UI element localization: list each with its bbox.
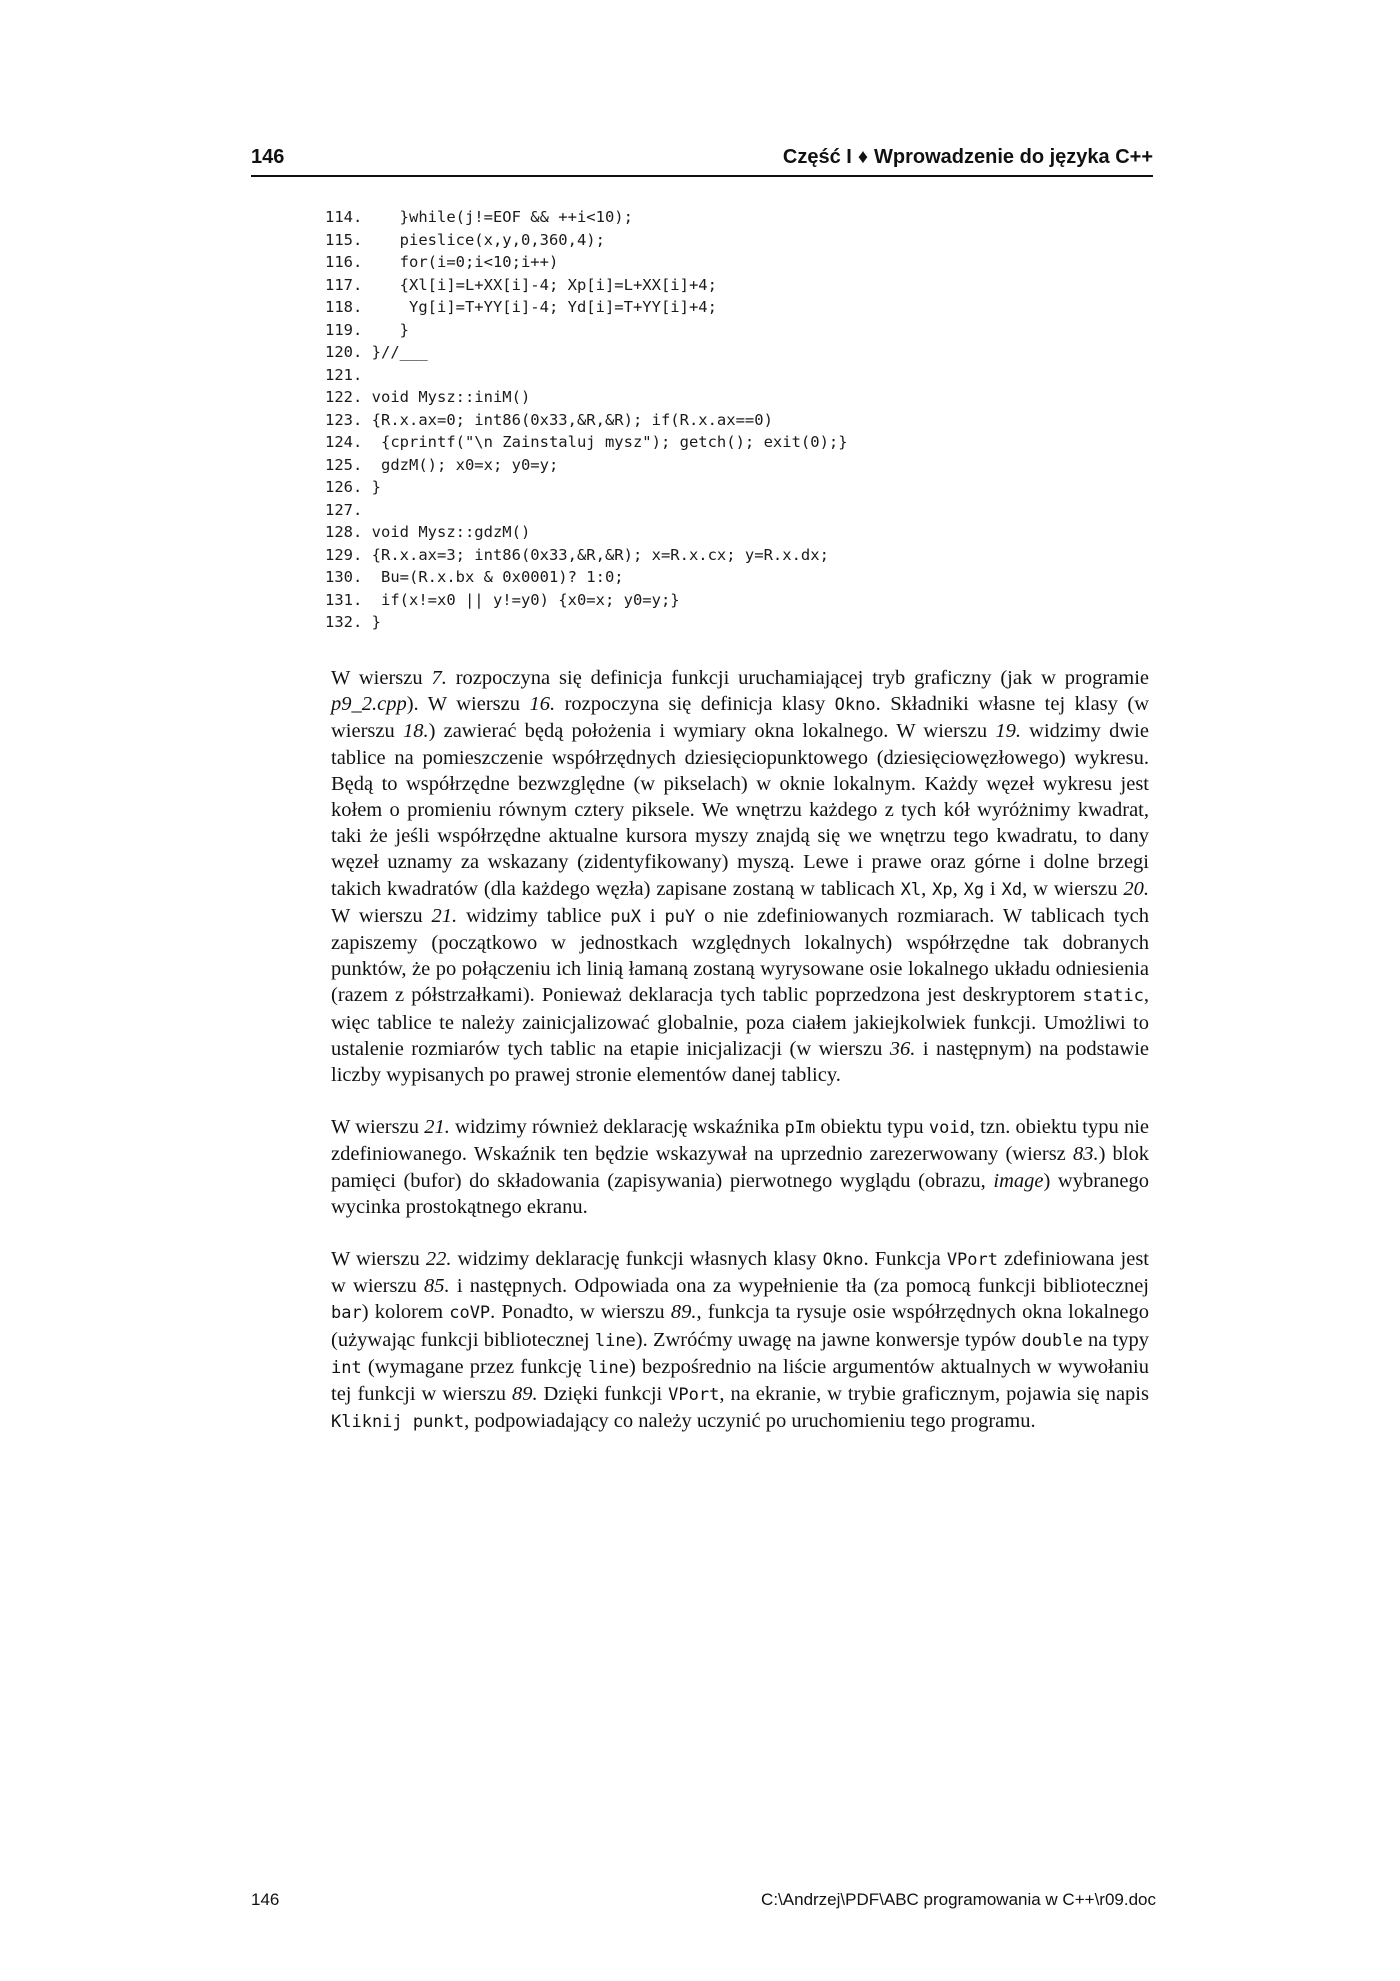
footer-page-number: 146	[251, 1890, 280, 1909]
code-line: 122. void Mysz::iniM()	[325, 388, 531, 406]
body-text	[331, 665, 1149, 1461]
header-part: Część I	[782, 146, 852, 168]
diamond-icon: ♦	[857, 146, 869, 168]
code-line: 123. {R.x.ax=0; int86(0x33,&R,&R); if(R.x.ax==0)	[325, 410, 773, 429]
code-line: 132. }	[325, 613, 381, 631]
footer-file-path: C:\Andrzej\PDF\ABC programowania w C++\r09.doc	[761, 1890, 1156, 1909]
code-line: 131. if(x!=x0 || y!=y0) {x0=x; y0=y;}	[325, 590, 680, 609]
header-page-number: 146	[251, 146, 285, 168]
code-line: 119. }	[325, 320, 409, 339]
header-chapter-title	[783, 146, 1153, 169]
paragraph-2: W wierszu 21. widzimy również deklarację wskaźnika pIm obiektu typu void, tzn. obiektu typu nie zdefiniowanego. Wskaźnik ten będzie wskazywał na uprzednio zarezerwowany (wiersz 83.) blok pamięci (bufor) do składowania (zapisywania) pierwotnego wyglądu (obrazu, image) wybranego wycinka prostokątnego ekranu.	[331, 1116, 1149, 1218]
header-chapter: Wprowadzenie do języka C++	[874, 146, 1153, 168]
code-line: 121.	[325, 365, 363, 384]
code-line: 130. Bu=(R.x.bx & 0x0001)? 1:0;	[325, 568, 624, 586]
code-listing	[325, 206, 1145, 634]
code-line: 120. }//___	[325, 343, 428, 361]
paragraph-3: W wierszu 22. widzimy deklarację funkcji własnych klasy Okno. Funkcja VPort zdefiniowana jest w wierszu 85. i następnych. Odpowiada ona za wypełnienie tła (za pomocą funkcji bibliotecznej bar) kolorem coVP. Ponadto, w wierszu 89., funkcja ta rysuje osie współrzędnych okna lokalnego (używając funkcji bibliotecznej line). Zwróćmy uwagę na jawne konwersje typów double na typy int (wymagane przez funkcję line) bezpośrednio na liście argumentów aktualnych w wywołaniu tej funkcji w wierszu 89. Dzięki funkcji VPort, na ekranie, w trybie graficznym, pojawia się napis Kliknij punkt, podpowiadający co należy uczynić po uruchomieniu tego programu.	[331, 1248, 1150, 1433]
header-rule	[251, 175, 1153, 177]
code-line: 127.	[325, 500, 363, 519]
code-line: 117. {Xl[i]=L+XX[i]-4; Xp[i]=L+XX[i]+4;	[325, 275, 717, 294]
paragraph-1: W wierszu 7. rozpoczyna się definicja funkcji uruchamiającej tryb graficzny (jak w programie p9_2.cpp). W wierszu 16. rozpoczyna się definicja klasy Okno. Składniki własne tej klasy (w wierszu 18.) zawierać będą położenia i wymiary okna lokalnego. W wierszu 19. widzimy dwie tablice na pomieszczenie współrzędnych dziesięciopunktowego (dziesięciowęzłowego) wykresu. Będą to współrzędne bezwzględne (w pikselach) w oknie lokalnym. Każdy węzeł wykresu jest kołem o promieniu równym cztery piksele. We wnętrzu każdego z tych kół wyróżnimy kwadrat, taki że jeśli współrzędne aktualne kursora myszy znajdą się we wnętrzu tego kwadratu, to dany węzeł uznamy za wskazany (zidentyfikowany) myszą. Lewe i prawe oraz górne i dolne brzegi takich kwadratów (dla każdego węzła) zapisane zostaną w tablicach Xl, Xp, Xg i Xd, w wierszu 20. W wierszu 21. widzimy tablice puX i puY o nie zdefiniowanych rozmiarach. W tablicach tych zapiszemy (początkowo w jednostkach względnych lokalnych) współrzędne tak dobranych punktów, że po połączeniu ich linią łamaną zostaną wyrysowane osie lokalnego układu odniesienia (razem z półstrzałkami). Ponieważ deklaracja tych tablic poprzedzona jest deskryptorem static, więc tablice te należy zainicjalizować globalnie, poza ciałem jakiejkolwiek funkcji. Umożliwi to ustalenie rozmiarów tych tablic na etapie inicjalizacji (w wierszu 36. i następnym) na podstawie liczby wypisanych po prawej stronie elementów danej tablicy.	[331, 667, 1150, 1087]
running-header	[251, 146, 1153, 176]
code-line: 125. gdzM(); x0=x; y0=y;	[325, 455, 559, 474]
code-line: 116. for(i=0;i<10;i++)	[325, 253, 559, 271]
code-line: 126. }	[325, 478, 381, 496]
code-line: 128. void Mysz::gdzM()	[325, 523, 531, 541]
code-line: 129. {R.x.ax=3; int86(0x33,&R,&R); x=R.x.cx; y=R.x.dx;	[325, 545, 829, 564]
code-line: 124. {cprintf("\n Zainstaluj mysz"); getch(); exit(0);}	[325, 433, 848, 451]
code-line: 114. }while(j!=EOF && ++i<10);	[325, 208, 633, 226]
code-line: 118. Yg[i]=T+YY[i]-4; Yd[i]=T+YY[i]+4;	[325, 298, 717, 316]
code-line: 115. pieslice(x,y,0,360,4);	[325, 230, 605, 249]
